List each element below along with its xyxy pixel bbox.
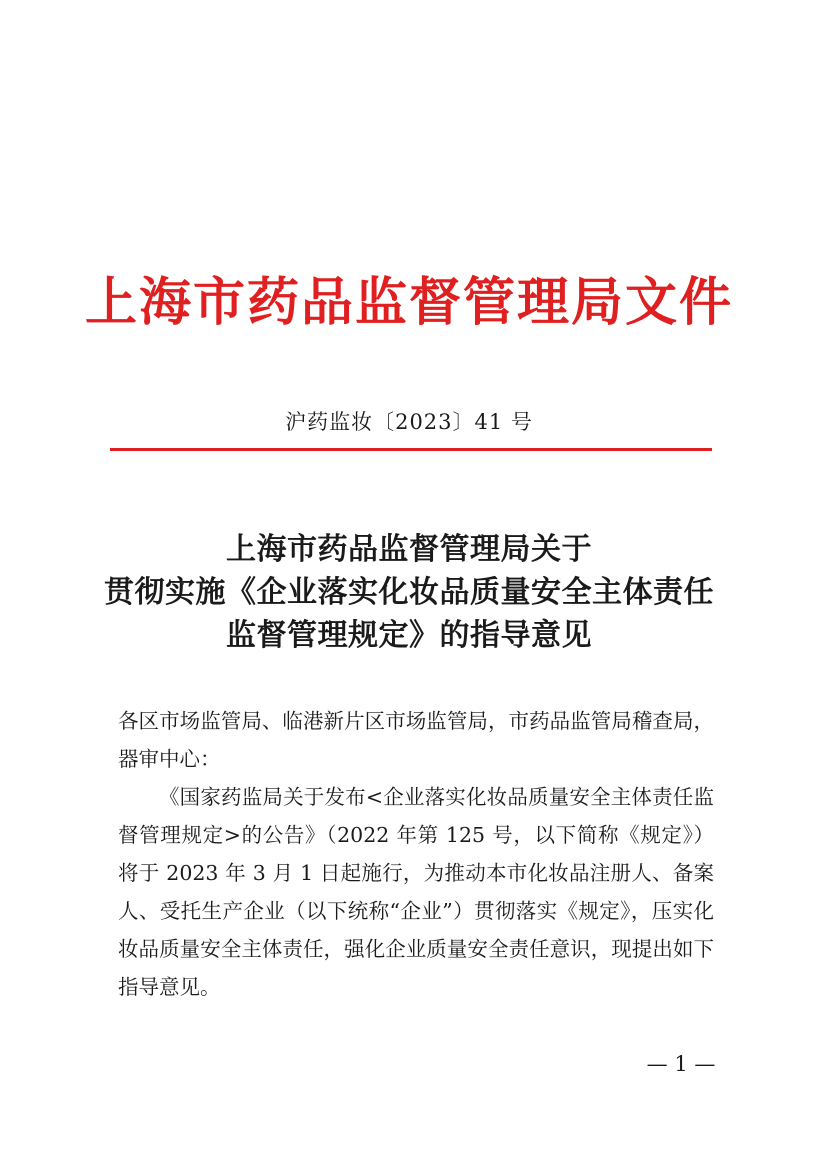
document-number: 沪药监妆〔2023〕41 号 <box>285 410 533 434</box>
issuer-title: 上海市药品监督管理局文件 <box>84 272 733 333</box>
page-number: — 1 — <box>646 1052 716 1076</box>
body-paragraph: 《国家药监局关于发布<企业落实化妆品质量安全主体责任监督管理规定>的公告》（2022 年第 125 号，以下简称《规定》）将于 2023 年 3 月 1 日起施行，为推动本市化妆品注册人、备案人、受托生产企业（以下统称“企业”）贯彻落实《规定》，压实化妆品质量安全主体责任，强化企业质量安全责任意识，现提出如下指导意见。 <box>118 785 714 999</box>
heading-line-1: 上海市药品监督管理局关于 <box>226 532 592 567</box>
document-heading <box>0 528 818 657</box>
recipients-paragraph: 各区市场监管局、临港新片区市场监管局，市药品监管局稽查局，器审中心： <box>118 709 714 771</box>
heading-line-2: 贯彻实施《企业落实化妆品质量安全主体责任 <box>104 575 714 610</box>
red-divider-line <box>110 448 712 451</box>
heading-line-3: 监督管理规定》的指导意见 <box>226 618 592 653</box>
document-body <box>118 702 714 1006</box>
